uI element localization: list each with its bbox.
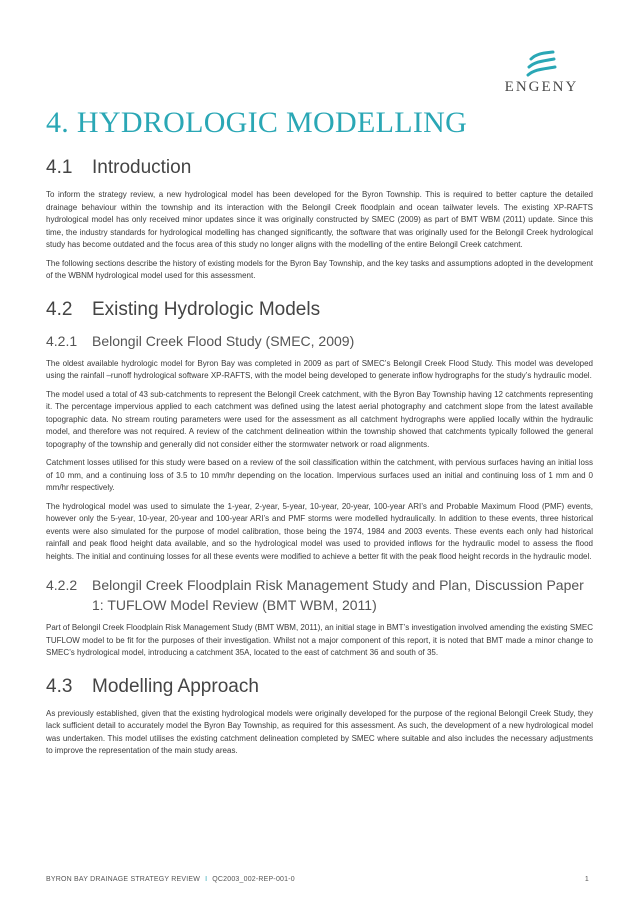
chapter-heading (46, 106, 467, 140)
paragraph: As previously established, given that the existing hydrological models were originally developed for the purpose of the regional Belongil Creek Study, they lack sufficient detail to accurately model the Byron Bay Township, as required for this assessment. As such, the development of a new hydrological model was undertaken. This model utilises the existing catchment delineation completed by SMEC where suitable and also includes the necessary adjustments to improve the representation of the main study areas. (46, 708, 593, 755)
page-footer (46, 876, 589, 883)
section-title: Introduction (92, 157, 192, 178)
section-heading-4-3 (46, 674, 593, 700)
paragraph: The oldest available hydrologic model for Byron Bay was completed in 2009 as part of SMEC’s Belongil Creek Flood Study. This model was developed using the rainfall –runoff hydrological software XP-RAFTS, with the model being developed to generate inflow hydrographs for the study’s hydraulic model. (46, 358, 593, 380)
section-heading-4-1 (46, 155, 593, 181)
section-title: Modelling Approach (92, 675, 259, 697)
footer-separator: I (205, 876, 208, 883)
subsection-heading-4-2-2 (46, 575, 593, 615)
section-title: Existing Hydrologic Models (92, 298, 321, 320)
chapter-number: 4. (46, 106, 70, 139)
engeny-logo (494, 50, 589, 96)
subsection-number: 4.2.1 (46, 332, 78, 349)
section-number: 4.1 (46, 157, 73, 178)
footer-doc-title: BYRON BAY DRAINAGE STRATEGY REVIEW (46, 876, 201, 883)
chapter-title: HYDROLOGIC MODELLING (76, 106, 468, 139)
wave-lines-icon (525, 50, 559, 78)
paragraph: Part of Belongil Creek Floodplain Risk Management Study (BMT WBM, 2011), an initial stage in BMT’s investigation involved amending the existing SMEC TUFLOW model to be fit for the purposes of their investigation. Whilst not a major component of this report, it is noted that BMT made a minor change to SMEC’s hydrological model, introducing a catchment 35A, located to the east of catchment 36 and south of 35. (46, 623, 593, 657)
section-heading-4-2 (46, 297, 593, 323)
subsection-number: 4.2.2 (46, 577, 78, 593)
subsection-heading-4-2-1 (46, 331, 593, 351)
paragraph: Catchment losses utilised for this study were based on a review of the soil classification within the catchment, with pervious surfaces having an initial loss of 10 mm, and a continuing loss of 3.5 to 10 mm/hr depending on the location. Impervious surfaces used an initial and continuing loss of 1 mm and 0 mm/hr respectively. (46, 458, 593, 492)
paragraph: The following sections describe the history of existing models for the Byron Bay Township, and the key tasks and assumptions adopted in the development of the WBNM hydrological model used for this assessment. (46, 258, 593, 280)
paragraph: The model used a total of 43 sub-catchments to represent the Belongil Creek catchment, with the Byron Bay Township having 12 catchments representing it. The percentage impervious applied to each catchment was defined using the latest aerial photography and catchment slope from the latest available topographic data. No stream routing parameters were used for the assessment as all catchment hydrographs were applied locally within the hydraulic model, and therefore was not required. A review of the catchment delineation within the township showed that catchments typically followed the general topography of the township and generally did not consider either the stormwater network or road alignments. (46, 389, 593, 449)
paragraph: The hydrological model was used to simulate the 1-year, 2-year, 5-year, 10-year, 20-year, 100-year ARI’s and Probable Maximum Flood (PMF) events, however only the 5-year, 10-year, 20-year and 100-year ARI’s and PMF storms were modelled hydraulically. In addition to these events, three historical events were also simulated for the purpose of model calibration, those being the 1974, 1984 and 2003 events. These events each only had historical rainfall and peak flood height data available, and so the hydrological model was used to provided inflows for the hydraulic model to assess the flood heights. The initial and continuing losses for all these events were modified to achieve a better fit with the peak flood height records in the hydraulic model. (46, 501, 593, 561)
section-number: 4.2 (46, 298, 73, 320)
logo-wordmark: ENGENY (504, 79, 579, 95)
page-number: 1 (584, 876, 589, 883)
page-content (46, 155, 593, 764)
subsection-title: Belongil Creek Flood Study (SMEC, 2009) (92, 332, 355, 349)
subsection-title: Belongil Creek Floodplain Risk Management Study and Plan, Discussion Paper 1: TUFLOW Model Review (BMT WBM, 2011) (92, 577, 584, 613)
paragraph: To inform the strategy review, a new hydrological model has been developed for the Byron Township. This is required to better capture the detailed drainage behaviour within the township and its interaction with the Belongil Creek floodplain and ocean tailwater levels. The existing XP-RAFTS hydrological model has only received minor updates since it was originally constructed by SMEC (2009) as part of BMT WBM (2011) update. Since this time, the industry standards for hydrological modelling has changed significantly, the software that was originally used for the Belongil Creek hydrological study has become outdated and the focus area of this study no longer aligns with the modelling of the entire Belongil Creek catchment. (46, 190, 593, 249)
footer-doc-ref: QC2003_002-REP-001-0 (212, 876, 295, 883)
section-number: 4.3 (46, 675, 73, 697)
